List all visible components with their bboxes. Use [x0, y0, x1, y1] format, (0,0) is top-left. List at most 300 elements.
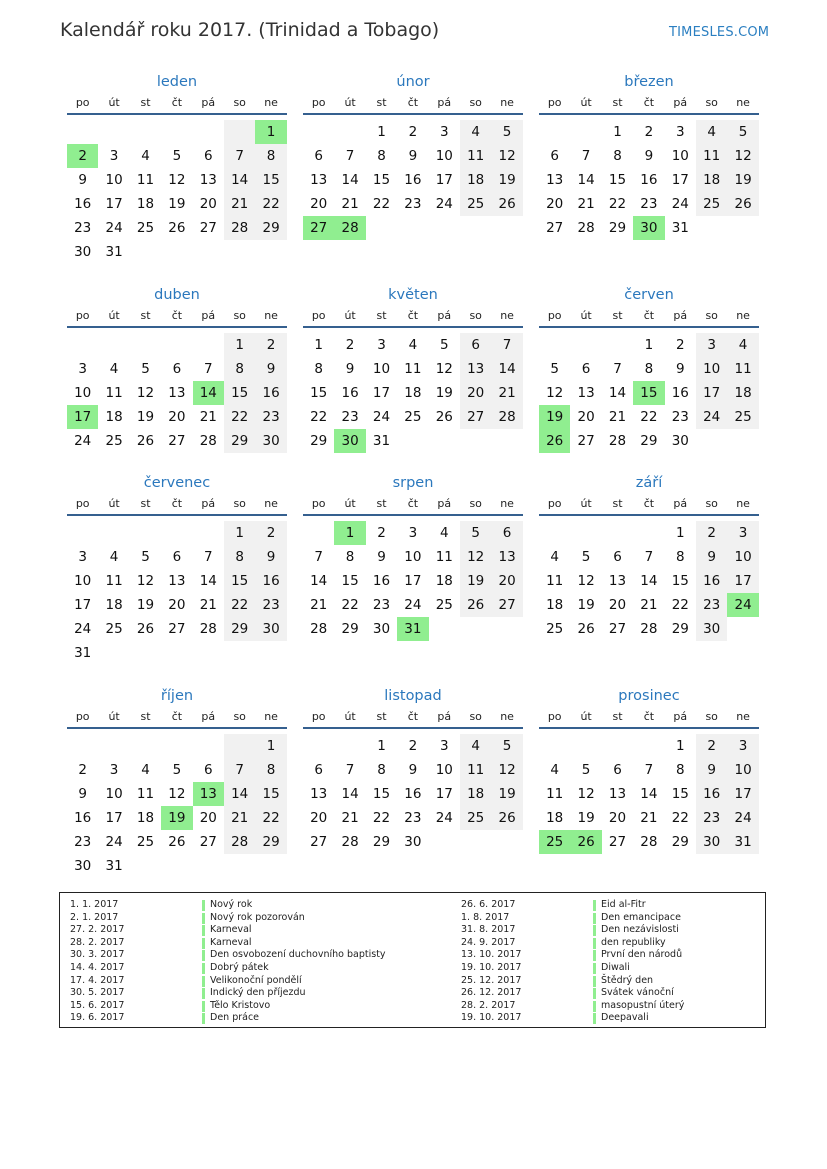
day-cell: 23	[341, 409, 359, 425]
day-cell: 8	[613, 148, 622, 164]
weekday-label: po	[75, 96, 90, 109]
day-cell: 8	[345, 549, 355, 565]
day-cell: 10	[74, 573, 92, 589]
day-cell: 6	[172, 361, 182, 377]
day-cell: 17	[105, 196, 123, 212]
day-cell: 20	[199, 196, 217, 212]
day-cell: 25	[136, 220, 155, 236]
day-cell: 15	[671, 573, 689, 589]
day-cell: 30	[74, 244, 92, 260]
day-cell: 27	[546, 220, 564, 236]
holiday-name: Den osvobození duchovního baptisty	[210, 949, 386, 961]
weekday-header	[539, 306, 759, 328]
day-cell: 1	[224, 521, 255, 545]
day-cell: 4	[550, 549, 559, 565]
weekday-label: st	[612, 309, 623, 322]
day-cell: 14	[310, 573, 328, 589]
day-cell: 10	[671, 148, 689, 164]
day-cell: 16	[341, 385, 359, 401]
holiday-day-cell: 26	[570, 830, 601, 854]
days-grid	[67, 115, 287, 265]
day-cell: 24	[404, 597, 422, 613]
weekday-header	[303, 707, 523, 729]
day-cell: 8	[224, 545, 255, 569]
weekday-label: pá	[437, 497, 452, 510]
day-cell: 12	[460, 545, 491, 569]
day-cell: 3	[696, 333, 727, 357]
day-cell: 9	[408, 148, 418, 164]
day-cell: 7	[224, 758, 255, 782]
day-cell: 28	[577, 220, 595, 236]
day-cell: 5	[491, 120, 522, 144]
day-cell: 17	[435, 172, 453, 188]
empty-weekend-cell	[224, 734, 255, 758]
holiday-name: den republiky	[601, 936, 666, 948]
weekday-label: so	[233, 710, 246, 723]
day-cell: 13	[168, 573, 186, 589]
day-cell: 30	[696, 617, 727, 641]
day-cell: 10	[105, 172, 123, 188]
holiday-day-cell: 30	[633, 216, 664, 240]
day-cell: 5	[550, 361, 559, 377]
day-cell: 5	[581, 762, 591, 778]
day-cell: 20	[460, 381, 491, 405]
holiday-date: 25. 12. 2017	[461, 974, 522, 986]
day-cell: 22	[372, 196, 391, 212]
day-cell: 13	[577, 385, 595, 401]
weekday-label: čt	[407, 96, 419, 109]
weekday-label: čt	[171, 710, 183, 723]
day-cell: 3	[408, 525, 418, 541]
day-cell: 8	[644, 361, 654, 377]
weekday-label: ne	[500, 96, 514, 109]
weekday-label: ne	[736, 710, 750, 723]
weekday-label: út	[580, 710, 592, 723]
day-cell: 21	[224, 192, 255, 216]
weekday-label: čt	[643, 96, 655, 109]
weekday-label: st	[612, 96, 623, 109]
day-cell: 9	[408, 762, 418, 778]
day-cell: 16	[696, 782, 727, 806]
day-cell: 15	[255, 168, 286, 192]
day-cell: 5	[581, 549, 591, 565]
holiday-marker	[202, 963, 205, 974]
day-cell: 17	[435, 786, 453, 802]
weekday-label: st	[376, 309, 387, 322]
day-cell: 29	[224, 429, 255, 453]
days-grid	[303, 516, 523, 666]
day-cell: 3	[439, 124, 449, 140]
day-cell: 17	[74, 597, 92, 613]
day-cell: 1	[224, 333, 255, 357]
day-cell: 14	[608, 385, 627, 401]
day-cell: 22	[608, 196, 627, 212]
weekday-label: so	[705, 309, 718, 322]
day-cell: 20	[310, 196, 328, 212]
day-cell: 25	[435, 597, 453, 613]
day-cell: 24	[74, 433, 92, 449]
day-cell: 30	[255, 429, 286, 453]
day-cell: 27	[577, 433, 595, 449]
weekday-label: čt	[407, 309, 419, 322]
day-cell: 18	[460, 168, 491, 192]
weekday-label: út	[108, 96, 120, 109]
day-cell: 12	[136, 385, 155, 401]
holiday-name: Štědrý den	[601, 974, 654, 986]
day-cell: 17	[372, 385, 391, 401]
days-grid	[539, 328, 759, 478]
month-name: září	[635, 475, 663, 491]
day-cell: 4	[109, 361, 119, 377]
day-cell: 7	[644, 762, 654, 778]
day-cell: 18	[105, 597, 123, 613]
day-cell: 29	[255, 830, 286, 854]
day-cell: 8	[224, 357, 255, 381]
day-cell: 10	[435, 762, 453, 778]
day-cell: 1	[675, 738, 685, 754]
day-cell: 12	[168, 786, 186, 802]
weekday-header	[303, 93, 523, 115]
holiday-marker	[593, 963, 596, 974]
day-cell: 28	[640, 834, 658, 850]
day-cell: 3	[109, 148, 119, 164]
day-cell: 18	[546, 810, 564, 826]
day-cell: 15	[608, 172, 627, 188]
holiday-date: 26. 6. 2017	[461, 899, 516, 910]
holiday-marker	[593, 950, 596, 961]
holiday-marker	[202, 988, 205, 999]
day-cell: 21	[608, 409, 627, 425]
holiday-day-cell: 17	[67, 405, 98, 429]
day-cell: 16	[74, 810, 92, 826]
day-cell: 19	[577, 810, 595, 826]
day-cell: 22	[640, 409, 658, 425]
day-cell: 27	[168, 621, 186, 637]
day-cell: 7	[345, 762, 355, 778]
holiday-day-cell: 25	[539, 830, 570, 854]
holiday-date: 30. 3. 2017	[70, 949, 125, 961]
holiday-name: Tělo Kristovo	[210, 999, 271, 1011]
day-cell: 9	[78, 172, 87, 188]
day-cell: 2	[408, 738, 418, 754]
weekday-label: st	[140, 96, 151, 109]
weekday-label: pá	[201, 309, 216, 322]
day-cell: 6	[314, 762, 323, 778]
weekday-label: ne	[500, 497, 514, 510]
weekday-label: ne	[500, 309, 514, 322]
day-cell: 29	[341, 621, 359, 637]
day-cell: 7	[644, 549, 654, 565]
holiday-name: Nový rok	[210, 899, 253, 910]
day-cell: 11	[105, 385, 123, 401]
holiday-marker	[593, 988, 596, 999]
day-cell: 21	[491, 381, 522, 405]
holiday-marker	[202, 925, 205, 936]
day-cell: 15	[671, 786, 689, 802]
holiday-marker	[202, 938, 205, 949]
day-cell: 26	[136, 433, 155, 449]
day-cell: 14	[224, 782, 255, 806]
day-cell: 15	[255, 782, 286, 806]
day-cell: 3	[78, 361, 87, 377]
day-cell: 16	[696, 569, 727, 593]
day-cell: 13	[310, 172, 328, 188]
weekday-label: so	[705, 96, 718, 109]
day-cell: 23	[74, 220, 92, 236]
day-cell: 25	[105, 621, 123, 637]
day-cell: 22	[671, 810, 689, 826]
day-cell: 19	[168, 196, 186, 212]
holiday-date: 28. 2. 2017	[461, 999, 516, 1011]
days-grid	[303, 328, 523, 478]
day-cell: 16	[372, 573, 391, 589]
weekday-label: út	[344, 497, 356, 510]
month-name: červen	[624, 287, 674, 303]
day-cell: 20	[199, 810, 217, 826]
day-cell: 17	[671, 172, 689, 188]
holiday-marker	[593, 913, 596, 924]
day-cell: 21	[640, 810, 658, 826]
holiday-date: 15. 6. 2017	[70, 999, 125, 1011]
month-listopad	[303, 685, 523, 879]
day-cell: 27	[199, 220, 217, 236]
holiday-date: 19. 6. 2017	[70, 1012, 125, 1024]
day-cell: 11	[136, 786, 155, 802]
month-name: červenec	[143, 475, 211, 491]
day-cell: 12	[577, 573, 595, 589]
weekday-label: so	[233, 309, 246, 322]
day-cell: 2	[345, 337, 355, 353]
day-cell: 23	[671, 409, 689, 425]
holiday-marker	[593, 938, 596, 949]
site-logo[interactable]: TIMESLES.COM	[669, 25, 770, 40]
day-cell: 6	[581, 361, 591, 377]
day-cell: 20	[168, 409, 186, 425]
month-name: březen	[624, 74, 674, 90]
day-cell: 11	[404, 361, 422, 377]
holiday-marker	[202, 913, 205, 924]
day-cell: 7	[581, 148, 591, 164]
day-cell: 3	[377, 337, 386, 353]
holiday-day-cell: 1	[255, 120, 286, 144]
day-cell: 9	[377, 549, 386, 565]
holiday-marker	[202, 976, 205, 987]
day-cell: 6	[491, 521, 522, 545]
day-cell: 15	[372, 786, 391, 802]
day-cell: 6	[550, 148, 559, 164]
days-grid	[67, 328, 287, 478]
day-cell: 30	[255, 617, 286, 641]
day-cell: 5	[172, 762, 182, 778]
day-cell: 29	[640, 433, 658, 449]
day-cell: 21	[310, 597, 328, 613]
day-cell: 28	[224, 216, 255, 240]
day-cell: 10	[727, 758, 758, 782]
day-cell: 11	[460, 144, 491, 168]
weekday-label: so	[705, 497, 718, 510]
day-cell: 15	[372, 172, 391, 188]
month-name: květen	[388, 287, 438, 303]
day-cell: 24	[435, 196, 453, 212]
day-cell: 6	[613, 762, 622, 778]
day-cell: 18	[546, 597, 564, 613]
weekday-label: st	[140, 710, 151, 723]
day-cell: 26	[136, 621, 155, 637]
day-cell: 2	[408, 124, 418, 140]
day-cell: 3	[109, 762, 119, 778]
weekday-label: po	[547, 96, 562, 109]
weekday-label: čt	[407, 497, 419, 510]
day-cell: 23	[640, 196, 658, 212]
day-cell: 25	[105, 433, 123, 449]
day-cell: 13	[546, 172, 564, 188]
holiday-day-cell: 27	[303, 216, 334, 240]
day-cell: 11	[546, 786, 564, 802]
holiday-day-cell: 15	[633, 381, 664, 405]
holiday-name: Velikonoční pondělí	[210, 974, 302, 986]
weekday-label: ne	[264, 96, 278, 109]
weekday-label: pá	[437, 309, 452, 322]
day-cell: 21	[341, 810, 359, 826]
day-cell: 27	[608, 621, 627, 637]
day-cell: 14	[224, 168, 255, 192]
weekday-label: út	[580, 96, 592, 109]
days-grid	[303, 729, 523, 879]
day-cell: 17	[404, 573, 422, 589]
day-cell: 18	[136, 810, 155, 826]
day-cell: 9	[255, 357, 286, 381]
day-cell: 24	[74, 621, 92, 637]
day-cell: 23	[404, 196, 422, 212]
weekday-label: po	[547, 710, 562, 723]
day-cell: 4	[141, 762, 150, 778]
weekday-label: út	[580, 497, 592, 510]
day-cell: 9	[696, 545, 727, 569]
day-cell: 20	[310, 810, 328, 826]
day-cell: 10	[435, 148, 453, 164]
day-cell: 28	[199, 621, 217, 637]
holiday-date: 24. 9. 2017	[461, 936, 516, 948]
holiday-name: Den emancipace	[601, 911, 681, 923]
holiday-marker	[202, 950, 205, 961]
holiday-day-cell: 19	[539, 405, 570, 429]
day-cell: 9	[675, 361, 685, 377]
day-cell: 12	[546, 385, 564, 401]
weekday-label: pá	[437, 710, 452, 723]
holiday-day-cell: 24	[727, 593, 758, 617]
day-cell: 28	[640, 621, 658, 637]
day-cell: 6	[314, 148, 323, 164]
day-cell: 16	[255, 381, 286, 405]
weekday-label: út	[344, 309, 356, 322]
day-cell: 17	[727, 569, 758, 593]
day-cell: 5	[141, 361, 150, 377]
weekday-label: pá	[201, 710, 216, 723]
weekday-label: st	[612, 497, 623, 510]
weekday-label: pá	[201, 96, 216, 109]
day-cell: 14	[491, 357, 522, 381]
holiday-marker	[593, 925, 596, 936]
day-cell: 22	[310, 409, 328, 425]
day-cell: 31	[372, 433, 391, 449]
day-cell: 23	[255, 593, 286, 617]
day-cell: 12	[168, 172, 186, 188]
day-cell: 16	[255, 569, 286, 593]
month-leden	[67, 71, 287, 265]
day-cell: 2	[78, 762, 87, 778]
weekday-label: pá	[673, 497, 688, 510]
weekday-label: út	[108, 710, 120, 723]
weekday-label: ne	[736, 96, 750, 109]
day-cell: 10	[372, 361, 391, 377]
day-cell: 9	[696, 758, 727, 782]
month-name: únor	[396, 74, 430, 90]
day-cell: 24	[671, 196, 689, 212]
day-cell: 12	[136, 573, 155, 589]
holiday-marker	[593, 900, 596, 911]
day-cell: 19	[136, 409, 155, 425]
holiday-list	[59, 892, 766, 1028]
day-cell: 21	[224, 806, 255, 830]
day-cell: 7	[314, 549, 323, 565]
day-cell: 26	[577, 621, 595, 637]
weekday-label: ne	[736, 309, 750, 322]
day-cell: 4	[696, 120, 727, 144]
day-cell: 4	[727, 333, 758, 357]
day-cell: 29	[671, 621, 689, 637]
day-cell: 3	[439, 738, 449, 754]
holiday-date: 19. 10. 2017	[461, 1012, 522, 1024]
day-cell: 25	[696, 192, 727, 216]
holiday-name: Karneval	[210, 924, 252, 936]
holiday-name: Diwali	[601, 961, 630, 973]
day-cell: 27	[310, 834, 328, 850]
weekday-label: ne	[264, 497, 278, 510]
day-cell: 23	[696, 593, 727, 617]
holiday-name: První den národů	[601, 949, 683, 961]
month-srpen	[303, 472, 523, 666]
holiday-day-cell: 13	[193, 782, 224, 806]
weekday-label: čt	[171, 309, 183, 322]
day-cell: 16	[671, 385, 689, 401]
weekday-label: po	[75, 710, 90, 723]
day-cell: 4	[141, 148, 150, 164]
weekday-label: čt	[643, 309, 655, 322]
weekday-label: po	[311, 96, 326, 109]
day-cell: 1	[377, 738, 386, 754]
holiday-date: 13. 10. 2017	[461, 949, 522, 961]
day-cell: 19	[491, 168, 522, 192]
day-cell: 1	[675, 525, 685, 541]
day-cell: 18	[696, 168, 727, 192]
day-cell: 29	[372, 834, 391, 850]
day-cell: 4	[550, 762, 559, 778]
day-cell: 28	[341, 834, 359, 850]
holiday-date: 1. 8. 2017	[461, 911, 510, 923]
day-cell: 2	[696, 521, 727, 545]
day-cell: 10	[105, 786, 123, 802]
day-cell: 17	[727, 782, 758, 806]
day-cell: 16	[640, 172, 658, 188]
holiday-name: masopustní úterý	[601, 999, 685, 1011]
day-cell: 13	[460, 357, 491, 381]
day-cell: 26	[727, 192, 758, 216]
day-cell: 13	[491, 545, 522, 569]
weekday-label: ne	[264, 309, 278, 322]
holiday-date: 1. 1. 2017	[70, 899, 119, 910]
holiday-marker	[593, 1001, 596, 1012]
month-září	[539, 472, 759, 666]
